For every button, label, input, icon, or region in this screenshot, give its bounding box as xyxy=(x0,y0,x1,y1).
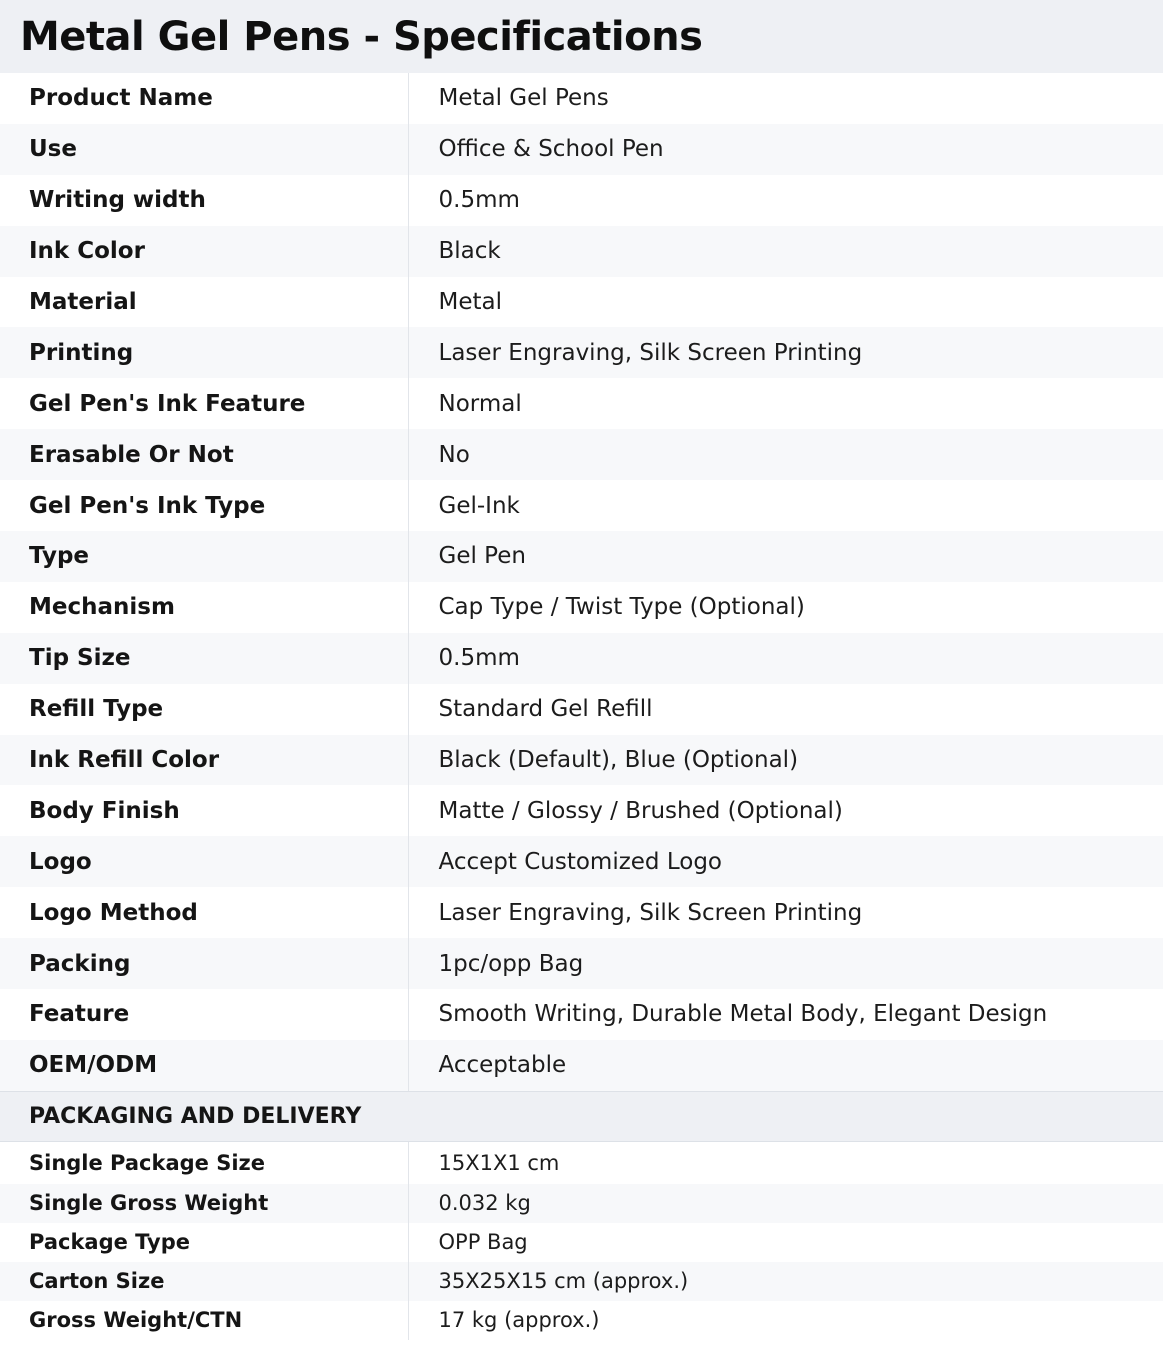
row-value: Smooth Writing, Durable Metal Body, Elegant Design xyxy=(408,989,1163,1040)
row-label: Gross Weight/CTN xyxy=(0,1301,408,1340)
row-label: Ink Refill Color xyxy=(0,735,408,786)
packaging-section-title: PACKAGING AND DELIVERY xyxy=(29,1103,362,1129)
row-label: Tip Size xyxy=(0,633,408,684)
packaging-table xyxy=(0,1142,1163,1340)
row-label: Single Gross Weight xyxy=(0,1184,408,1223)
table-row xyxy=(0,1040,1163,1091)
row-label: Gel Pen's Ink Type xyxy=(0,480,408,531)
table-row xyxy=(0,277,1163,328)
row-label: Logo Method xyxy=(0,887,408,938)
row-label: Erasable Or Not xyxy=(0,429,408,480)
row-value: 0.032 kg xyxy=(408,1184,1163,1223)
title-bar xyxy=(0,0,1163,73)
row-label: Writing width xyxy=(0,175,408,226)
row-value: Black xyxy=(408,226,1163,277)
row-label: OEM/ODM xyxy=(0,1040,408,1091)
table-row xyxy=(0,938,1163,989)
row-value: Metal xyxy=(408,277,1163,328)
row-value: 15X1X1 cm xyxy=(408,1142,1163,1184)
specifications-table xyxy=(0,73,1163,1091)
row-value: Laser Engraving, Silk Screen Printing xyxy=(408,327,1163,378)
row-value: No xyxy=(408,429,1163,480)
table-row xyxy=(0,531,1163,582)
row-value: Normal xyxy=(408,378,1163,429)
row-value: Cap Type / Twist Type (Optional) xyxy=(408,582,1163,633)
row-value: Laser Engraving, Silk Screen Printing xyxy=(408,887,1163,938)
row-value: 0.5mm xyxy=(408,175,1163,226)
row-value: Gel Pen xyxy=(408,531,1163,582)
table-row xyxy=(0,633,1163,684)
packaging-section-header xyxy=(0,1091,1163,1142)
row-label: Type xyxy=(0,531,408,582)
row-label: Feature xyxy=(0,989,408,1040)
table-row xyxy=(0,175,1163,226)
row-label: Mechanism xyxy=(0,582,408,633)
row-value: 35X25X15 cm (approx.) xyxy=(408,1262,1163,1301)
table-row xyxy=(0,378,1163,429)
table-row xyxy=(0,582,1163,633)
row-label: Printing xyxy=(0,327,408,378)
row-label: Body Finish xyxy=(0,785,408,836)
row-value: Gel-Ink xyxy=(408,480,1163,531)
row-value: Accept Customized Logo xyxy=(408,836,1163,887)
table-row xyxy=(0,1301,1163,1340)
table-row xyxy=(0,73,1163,124)
table-row xyxy=(0,480,1163,531)
row-label: Packing xyxy=(0,938,408,989)
row-value: Metal Gel Pens xyxy=(408,73,1163,124)
table-row xyxy=(0,1184,1163,1223)
row-label: Material xyxy=(0,277,408,328)
table-row xyxy=(0,429,1163,480)
table-row xyxy=(0,1142,1163,1184)
row-value: Black (Default), Blue (Optional) xyxy=(408,735,1163,786)
table-row xyxy=(0,1223,1163,1262)
row-label: Use xyxy=(0,124,408,175)
row-value: OPP Bag xyxy=(408,1223,1163,1262)
row-value: Office & School Pen xyxy=(408,124,1163,175)
table-row xyxy=(0,684,1163,735)
table-row xyxy=(0,1262,1163,1301)
row-value: 0.5mm xyxy=(408,633,1163,684)
table-row xyxy=(0,226,1163,277)
row-label: Gel Pen's Ink Feature xyxy=(0,378,408,429)
table-row xyxy=(0,327,1163,378)
table-row xyxy=(0,989,1163,1040)
row-label: Refill Type xyxy=(0,684,408,735)
table-row xyxy=(0,836,1163,887)
row-label: Single Package Size xyxy=(0,1142,408,1184)
table-row xyxy=(0,735,1163,786)
row-value: Standard Gel Refill xyxy=(408,684,1163,735)
row-value: 1pc/opp Bag xyxy=(408,938,1163,989)
table-row xyxy=(0,785,1163,836)
table-row xyxy=(0,887,1163,938)
row-value: Matte / Glossy / Brushed (Optional) xyxy=(408,785,1163,836)
row-label: Package Type xyxy=(0,1223,408,1262)
row-label: Logo xyxy=(0,836,408,887)
row-label: Carton Size xyxy=(0,1262,408,1301)
row-label: Product Name xyxy=(0,73,408,124)
row-value: 17 kg (approx.) xyxy=(408,1301,1163,1340)
page-title: Metal Gel Pens - Specifications xyxy=(20,13,703,60)
row-value: Acceptable xyxy=(408,1040,1163,1091)
row-label: Ink Color xyxy=(0,226,408,277)
table-row xyxy=(0,124,1163,175)
